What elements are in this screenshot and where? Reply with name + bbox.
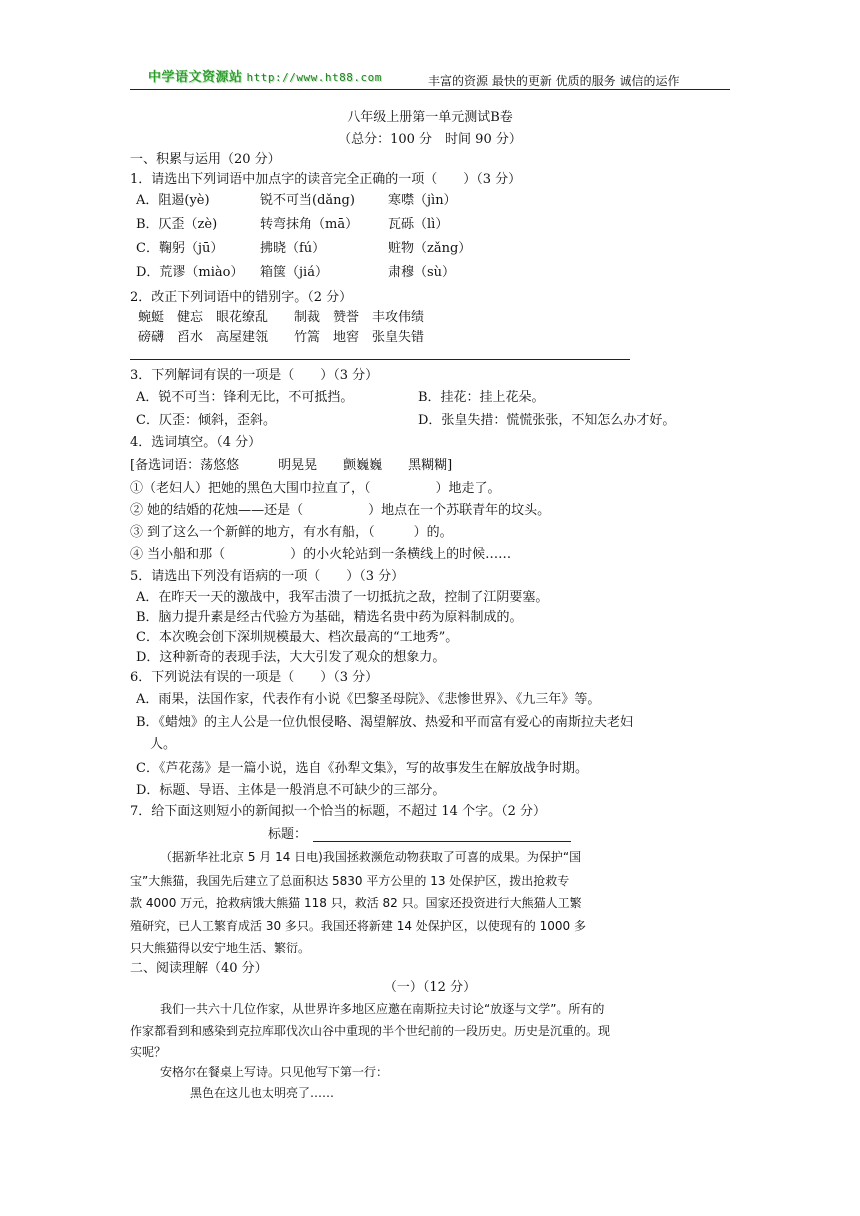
reading-part-1-heading: （一）（12 分）	[383, 980, 477, 995]
q2-words-row-2: 磅礴 舀水 高屋建瓴 竹篙 地窖 张皇失错	[138, 330, 425, 345]
q1-a-word2: 锐不可当(dǎng)	[260, 193, 355, 208]
section-1-heading: 一、积累与运用（20 分）	[130, 152, 281, 167]
q4-sentence-4: ④ 当小船和那（ ）的小火轮站到一条横线上的时候……	[130, 547, 512, 562]
header-divider	[130, 89, 730, 90]
q1-d-word2: 箱箧（jiá）	[260, 265, 328, 280]
q6-option-a: A．雨果，法国作家，代表作有小说《巴黎圣母院》、《悲惨世界》、《九三年》等。	[136, 692, 601, 707]
q1-d-word3: 肃穆（sù）	[388, 265, 456, 280]
q4-stem: 4．选词填空。（4 分）	[130, 435, 262, 450]
q2-words-row-1: 蜿蜓 健忘 眼花缭乱 制裁 赞誉 丰攻伟绩	[138, 310, 425, 325]
q1-c-word3: 赃物（zǎng）	[388, 241, 472, 256]
q3-option-d: D．张皇失措：慌慌张张，不知怎么办才好。	[418, 413, 676, 428]
q4-sentence-1: ①（老妇人）把她的黑色大围巾拉直了，（ ）地走了。	[130, 481, 501, 496]
q2-answer-line[interactable]	[130, 359, 630, 360]
site-logo[interactable]	[148, 66, 382, 85]
q5-option-c: C．本次晚会创下深圳规模最大、档次最高的“工地秀”。	[136, 630, 459, 645]
q6-option-c: C．《芦花荡》是一篇小说，选自《孙犁文集》，写的故事发生在解放战争时期。	[136, 761, 588, 776]
q1-a-word1: A．阻遏(yè)	[136, 193, 210, 208]
q1-b-word2: 转弯抹角（mā）	[260, 217, 359, 232]
site-logo-text: 中学语文资源站	[148, 70, 243, 85]
q6-option-d: D．标题、导语、主体是一般消息不可缺少的三部分。	[136, 783, 446, 798]
q5-option-a: A．在昨天一天的激战中，我军击溃了一切抵抗之敌，控制了江阴要塞。	[136, 590, 549, 605]
q4-sentence-3: ③ 到了这么一个新鲜的地方，有水有船，（ ）的。	[130, 525, 453, 540]
reading-p2: 安格尔在餐桌上写诗。只见他写下第一行：	[160, 1065, 389, 1079]
news-line-4: 殖研究，已人工繁育成活 30 多只。我国还将新建 14 处保护区，以使现有的 1000 多	[130, 919, 586, 933]
q2-stem: 2．改正下列词语中的错别字。（2 分）	[130, 290, 353, 305]
q1-stem: 1．请选出下列词语中加点字的读音完全正确的一项（ ）（3 分）	[130, 172, 522, 187]
q1-c-word2: 拂晓（fú）	[260, 241, 326, 256]
q5-option-d: D．这种新奇的表现手法，大大引发了观众的想象力。	[136, 650, 446, 665]
q3-option-a: A．锐不可当：锋利无比，不可抵挡。	[136, 390, 354, 405]
reading-p1-line-2: 作家都看到和感染到克拉库耶伐次山谷中重现的半个世纪前的一段历史。历史是沉重的。现	[130, 1024, 611, 1038]
q1-c-word1: C．鞠躬（jū）	[136, 241, 224, 256]
q7-title-answer-line[interactable]	[313, 841, 571, 842]
q3-stem: 3．下列解词有误的一项是（ ）（3 分）	[130, 368, 379, 383]
section-2-heading: 二、阅读理解（40 分）	[130, 961, 268, 976]
news-line-2: 宝”大熊猫，我国先后建立了总面积达 5830 平方公里的 13 处保护区，拨出抢救专	[130, 874, 570, 888]
q1-b-word1: B．仄歪（zè)	[136, 217, 218, 232]
reading-p1-line-3: 实呢？	[130, 1045, 167, 1059]
q5-option-b: B．脑力提升素是经古代验方为基础，精选名贵中药为原料制成的。	[136, 610, 523, 625]
q6-option-b-line1: B．《蜡烛》的主人公是一位仇恨侵略、渴望解放、热爱和平而富有爱心的南斯拉夫老妇	[136, 715, 634, 730]
reading-p1-line-1: 我们一共六十几位作家，从世界许多地区应邀在南斯拉夫讨论“放逐与文学”。所有的	[160, 1002, 605, 1016]
q4-options: [备选词语：荡悠悠 明晃晃 颤巍巍 黑糊糊]	[130, 458, 453, 473]
q1-a-word3: 寒噤（jìn）	[388, 193, 457, 208]
q7-title-label: 标题：	[268, 827, 308, 842]
q1-d-word1: D．荒谬（miào）	[136, 265, 244, 280]
q3-option-c: C．仄歪：倾斜，歪斜。	[136, 413, 276, 428]
q1-b-word3: 瓦砾（lì）	[388, 217, 449, 232]
q6-option-b-line2: 人。	[150, 737, 177, 752]
reading-p3: 黑色在这儿也太明亮了……	[190, 1086, 335, 1100]
page-title: 八年级上册第一单元测试B卷	[347, 110, 513, 125]
header-slogan: 丰富的资源 最快的更新 优质的服务 诚信的运作	[428, 74, 680, 88]
news-line-1: （据新华社北京 5 月 14 日电)我国拯救濒危动物获取了可喜的成果。为保护“国	[160, 850, 582, 864]
news-line-5: 只大熊猫得以安宁地生活、繁衍。	[130, 941, 311, 955]
q4-sentence-2: ② 她的结婚的花烛——还是（ ）地点在一个苏联青年的坟头。	[130, 503, 551, 518]
site-logo-url[interactable]: http://www.ht88.com	[246, 71, 382, 84]
q5-stem: 5．请选出下列没有语病的一项（ ）（3 分）	[130, 569, 405, 584]
q7-stem: 7．给下面这则短小的新闻拟一个恰当的标题，不超过 14 个字。（2 分）	[130, 804, 546, 819]
q3-option-b: B．挂花：挂上花朵。	[418, 390, 545, 405]
news-line-3: 款 4000 万元，抢救病饿大熊猫 118 只，救活 82 只。国家还投资进行大熊猫人工繁	[130, 896, 582, 910]
q6-stem: 6．下列说法有误的一项是（ ）（3 分）	[130, 670, 379, 685]
page-subtitle: （总分：100 分 时间 90 分）	[338, 132, 522, 147]
